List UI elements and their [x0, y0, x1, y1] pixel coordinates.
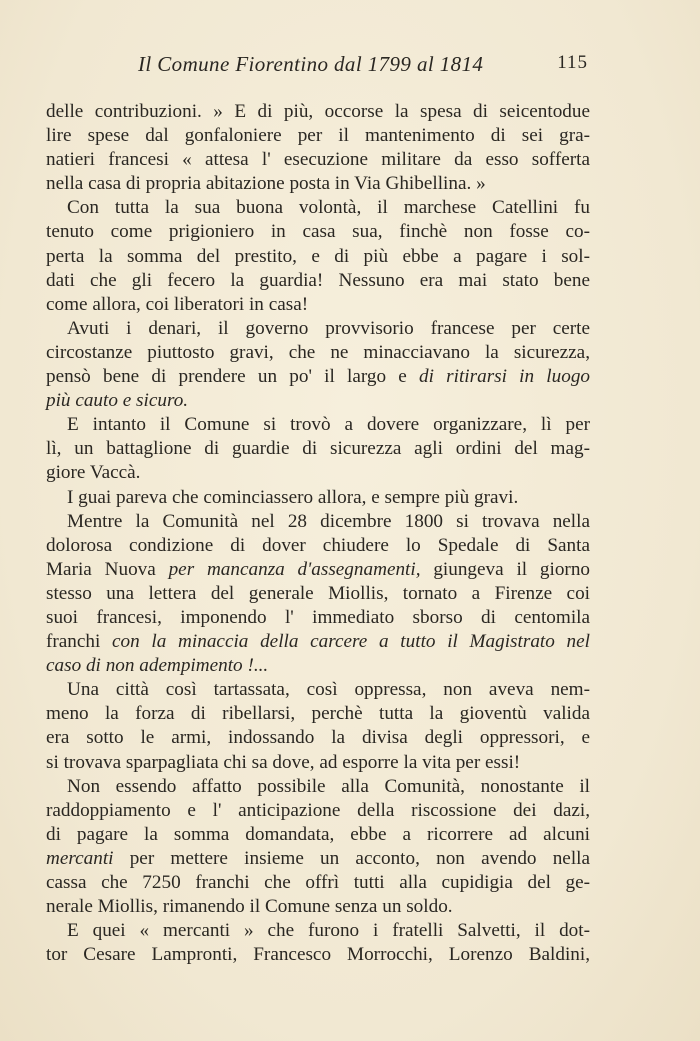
text-segment: tor Cesare Lampronti, Francesco Morrocchi, Lorenzo Baldini,	[46, 944, 590, 966]
text-segment: lì, un battaglione di guardie di sicurezza agli ordini del mag-	[46, 438, 590, 460]
text-segment: I guai pareva che cominciassero allora, e sempre più gravi.	[67, 486, 519, 508]
text-line	[46, 437, 590, 461]
text-line	[46, 196, 590, 220]
text-segment: Con tutta la sua buona volontà, il marchese Catellini fu	[67, 197, 590, 219]
page-number: 115	[557, 52, 588, 73]
text-segment: E intanto il Comune si trovò a dovere organizzare, lì per	[67, 414, 590, 436]
text-line	[46, 775, 590, 799]
text-line	[46, 413, 590, 437]
text-segment: stesso una lettera del generale Miollis, tornato a Firenze coi	[46, 582, 590, 604]
text-segment: Mentre la Comunità nel 28 dicembre 1800 si trovava nella	[67, 510, 590, 532]
italic-text: per mancanza d'assegnamenti,	[168, 558, 421, 580]
text-segment: Maria Nuova	[46, 558, 169, 580]
text-segment: E quei « mercanti » che furono i fratelli Salvetti, il dot-	[67, 920, 590, 942]
text-segment: franchi	[46, 631, 113, 653]
italic-text: di ritirarsi in luogo	[419, 366, 591, 388]
text-line	[46, 799, 590, 823]
text-line	[46, 100, 590, 124]
italic-text: più cauto e sicuro.	[46, 390, 189, 412]
text-line	[46, 943, 590, 967]
text-segment: si trovava sparpagliata chi sa dove, ad esporre la vita per essi!	[46, 751, 521, 773]
text-line	[46, 630, 590, 654]
body-text	[46, 100, 590, 967]
text-line	[46, 245, 590, 269]
text-line	[46, 486, 590, 510]
text-line	[46, 871, 590, 895]
text-line	[46, 726, 590, 750]
text-line	[46, 317, 590, 341]
text-line	[46, 124, 590, 148]
text-line	[46, 919, 590, 943]
text-line	[46, 172, 590, 196]
text-segment: per mettere insieme un acconto, non avendo nella	[113, 847, 590, 869]
text-line	[46, 510, 590, 534]
text-line	[46, 293, 590, 317]
text-segment: di pagare la somma domandata, ebbe a ricorrere ad alcuni	[46, 823, 590, 845]
text-segment: nella casa di propria abitazione posta in Via Ghibellina. »	[46, 173, 486, 195]
text-line	[46, 341, 590, 365]
page-header	[46, 48, 590, 78]
text-line	[46, 558, 590, 582]
text-segment: nerale Miollis, rimanendo il Comune senza un soldo.	[46, 896, 453, 918]
text-line	[46, 654, 590, 678]
text-line	[46, 148, 590, 172]
text-segment: cassa che 7250 franchi che offrì tutti alla cupidigia del ge-	[46, 872, 590, 893]
text-line	[46, 823, 590, 847]
text-line	[46, 847, 590, 871]
text-segment: natieri francesi « attesa l' esecuzione militare da esso sofferta	[46, 149, 590, 171]
text-segment: raddoppiamento e l' anticipazione della riscossione dei dazi,	[46, 799, 590, 821]
text-segment: meno la forza di ribellarsi, perchè tutta la gioventù valida	[46, 703, 590, 725]
text-segment: giungeva il giorno	[420, 558, 591, 580]
text-line	[46, 606, 590, 630]
text-line	[46, 702, 590, 726]
text-line	[46, 269, 590, 293]
running-title: Il Comune Fiorentino dal 1799 al 1814	[138, 52, 484, 76]
text-line	[46, 534, 590, 558]
text-line	[46, 582, 590, 606]
text-line	[46, 389, 590, 413]
text-segment: Una città così tartassata, così oppressa, non aveva nem-	[67, 679, 590, 701]
text-line	[46, 220, 590, 244]
italic-text: con la minaccia della carcere a tutto il Magistrato nel	[112, 631, 590, 653]
text-line	[46, 751, 590, 775]
italic-text: caso di non adempimento !...	[46, 655, 269, 677]
italic-text: mercanti	[46, 847, 114, 869]
text-segment: pensò bene di prendere un po' il largo e	[46, 366, 420, 388]
text-segment: suoi francesi, imponendo l' immediato sborso di centomila	[46, 606, 590, 628]
text-segment: come allora, coi liberatori in casa!	[46, 293, 309, 315]
text-segment: Non essendo affatto possibile alla Comunità, nonostante il	[67, 775, 590, 797]
text-segment: circostanze piuttosto gravi, che ne minacciavano la sicurezza,	[46, 341, 590, 363]
text-segment: lire spese dal gonfaloniere per il mantenimento di sei gra-	[46, 125, 590, 147]
text-line	[46, 678, 590, 702]
text-line	[46, 461, 590, 485]
text-segment: dolorosa condizione di dover chiudere lo Spedale di Santa	[46, 534, 590, 556]
text-segment: giore Vaccà.	[46, 462, 141, 484]
text-segment: Avuti i denari, il governo provvisorio francese per certe	[67, 317, 590, 339]
text-segment: era sotto le armi, indossando la divisa degli oppressori, e	[46, 727, 590, 749]
text-line	[46, 365, 590, 389]
text-line	[46, 895, 590, 919]
text-segment: perta la somma del prestito, e di più ebbe a pagare i sol-	[46, 245, 590, 267]
text-segment: delle contribuzioni. » E di più, occorse la spesa di seicentodue	[46, 101, 590, 122]
text-segment: tenuto come prigioniero in casa sua, finchè non fosse co-	[46, 221, 590, 243]
text-segment: dati che gli fecero la guardia! Nessuno era mai stato bene	[46, 269, 590, 291]
